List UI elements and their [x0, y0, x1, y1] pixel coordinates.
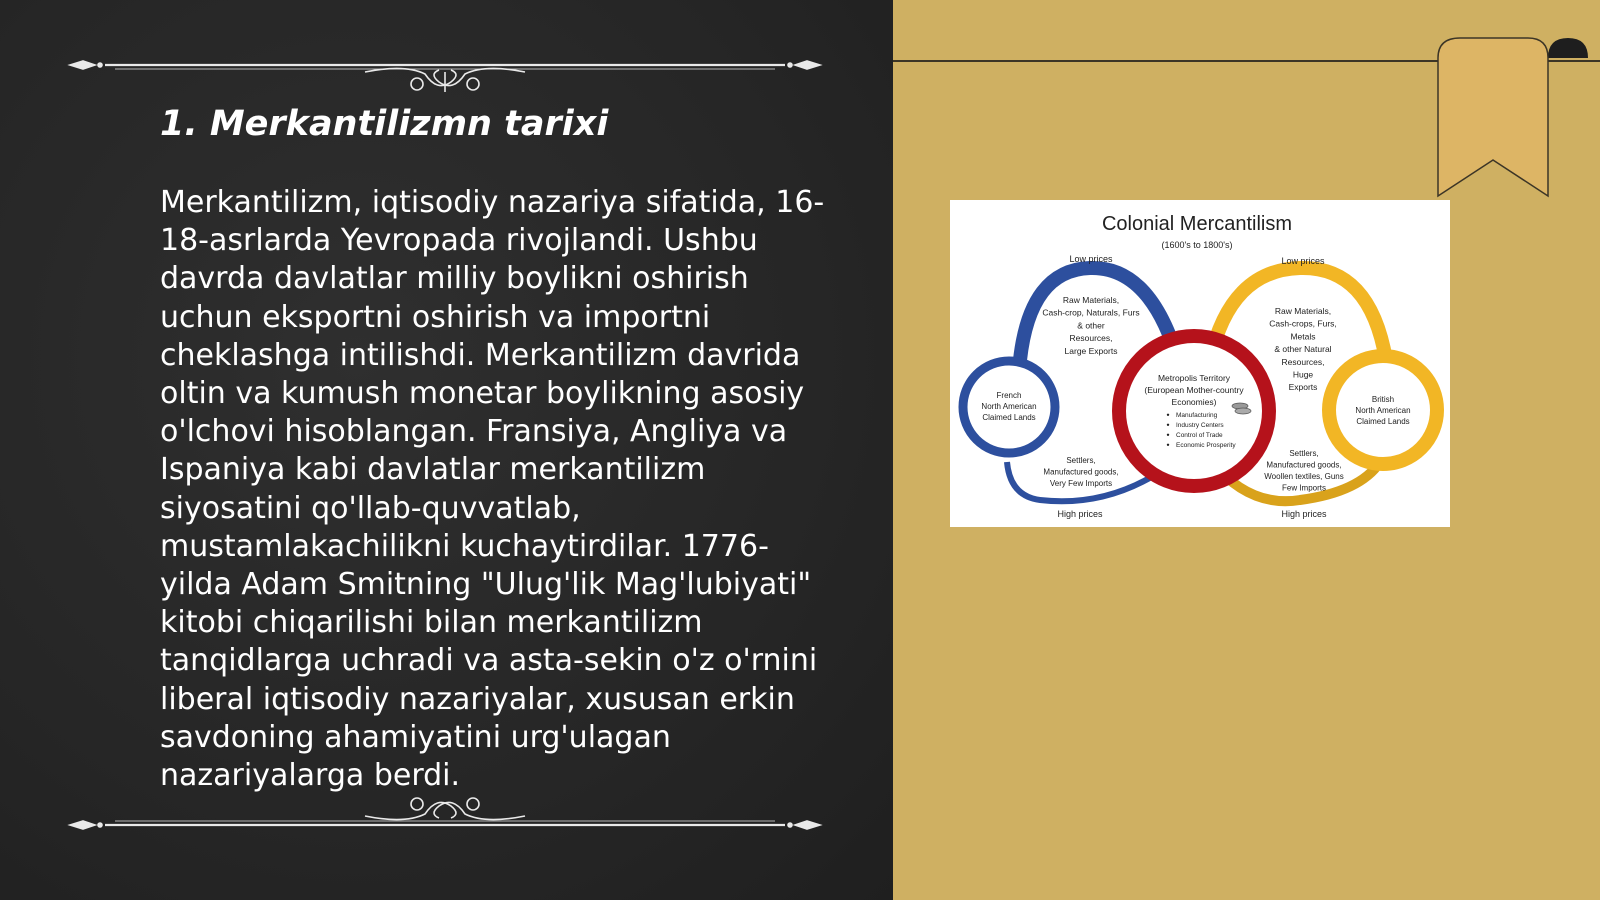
diagram-text-line: Woollen textiles, Guns	[1264, 472, 1344, 481]
diagram-text-line: (European Mother-country	[1144, 385, 1244, 395]
diagram-text-line: & other	[1077, 320, 1105, 331]
diagram-text-line: British	[1371, 395, 1395, 404]
diagram-text-line: Very Few Imports	[1049, 479, 1113, 488]
top-ornament-divider	[65, 42, 825, 92]
label-low-prices-right: Low prices	[1281, 256, 1325, 266]
diagram-subtitle: (1600's to 1800's)	[1161, 240, 1233, 250]
diagram-text-line: Huge	[1292, 369, 1314, 380]
left-exports-text	[1042, 295, 1139, 356]
diagram-text-line: North American	[1355, 406, 1411, 415]
diagram-text-line: Industry Centers	[1176, 422, 1224, 429]
diagram-text-line: Resources,	[1281, 356, 1325, 367]
colonial-mercantilism-diagram	[950, 200, 1450, 527]
diagram-text-line: Manufactured goods,	[1266, 460, 1342, 470]
right-exports-text	[1269, 306, 1337, 392]
diagram-text-line: Metals	[1290, 331, 1316, 342]
bullet-dot	[1167, 434, 1169, 436]
diagram-text-line: & other Natural	[1274, 344, 1332, 355]
diagram-text-line: Large Exports	[1064, 345, 1118, 356]
diagram-text-line: Cash-crop, Naturals, Furs	[1042, 307, 1140, 318]
label-low-prices-left: Low prices	[1069, 254, 1113, 264]
bullet-dot	[1167, 424, 1169, 426]
diagram-text-line: Economic Prosperity	[1176, 442, 1236, 449]
bullet-dot	[1167, 414, 1169, 416]
diagram-title: Colonial Mercantilism	[1101, 213, 1293, 235]
diagram-text-line: Claimed Lands	[1356, 417, 1410, 426]
diagram-text-line: Few Imports	[1281, 483, 1327, 493]
left-imports-text	[1043, 456, 1118, 488]
bullet-dot	[1167, 444, 1169, 446]
slide-body-text: Merkantilizm, iqtisodiy nazariya sifatida, 16-18-asrlarda Yevropada rivojlandi. Ushbu davrda davlatlar milliy boylikni oshirish uchun eksportni oshirish va importni cheklashga intilishdi. Merkantilizm davrida oltin va kumush monetar boylikning asosiy o'lchovi hisoblangan. Fransiya, Angliya va Ispaniya kabi davlatlar merkantilizm siyosatini qo'llab-quvvatlab, mustamlakachilikni kuchaytirdilar. 1776-yilda Adam Smitning "Ulug'lik Mag'lubiyati" kitobi chiqarilishi bilan merkantilizm tanqidlarga uchradi va asta-sekin o'z o'rnini liberal iqtisodiy nazariyalar, xususan erkin savdoning ahamiyatini urg'ulagan nazariyalarga berdi.	[160, 185, 825, 794]
diagram-text-line: Manufactured goods,	[1043, 467, 1119, 477]
diagram-text-line: Raw Materials,	[1062, 295, 1120, 305]
diagram-text-line: French	[996, 391, 1022, 400]
right-imports-text	[1264, 449, 1343, 493]
diagram-text-line: Manufacturing	[1176, 412, 1218, 419]
diagram-text-line: Resources,	[1069, 333, 1113, 344]
diagram-text-line: Metropolis Territory	[1157, 373, 1231, 383]
diagram-text-line: Settlers,	[1066, 456, 1096, 465]
bookmark-ribbon-icon	[1420, 28, 1590, 208]
diagram-text-line: Settlers,	[1289, 449, 1319, 458]
diagram-text-line: Economies)	[1171, 397, 1217, 407]
diagram-text-line: Control of Trade	[1176, 432, 1223, 439]
diagram-text-line: Raw Materials,	[1274, 306, 1332, 316]
label-high-prices-left: High prices	[1057, 509, 1103, 519]
diagram-text-line: Exports	[1288, 382, 1318, 393]
diagram-text-line: Claimed Lands	[982, 413, 1036, 422]
diagram-text-line: North American	[981, 402, 1037, 411]
label-high-prices-right: High prices	[1281, 509, 1327, 519]
slide-title: 1. Merkantilizmn tarixi	[160, 104, 609, 144]
bottom-ornament-divider	[65, 780, 825, 830]
diagram-text-line: Cash-crops, Furs,	[1269, 318, 1337, 329]
